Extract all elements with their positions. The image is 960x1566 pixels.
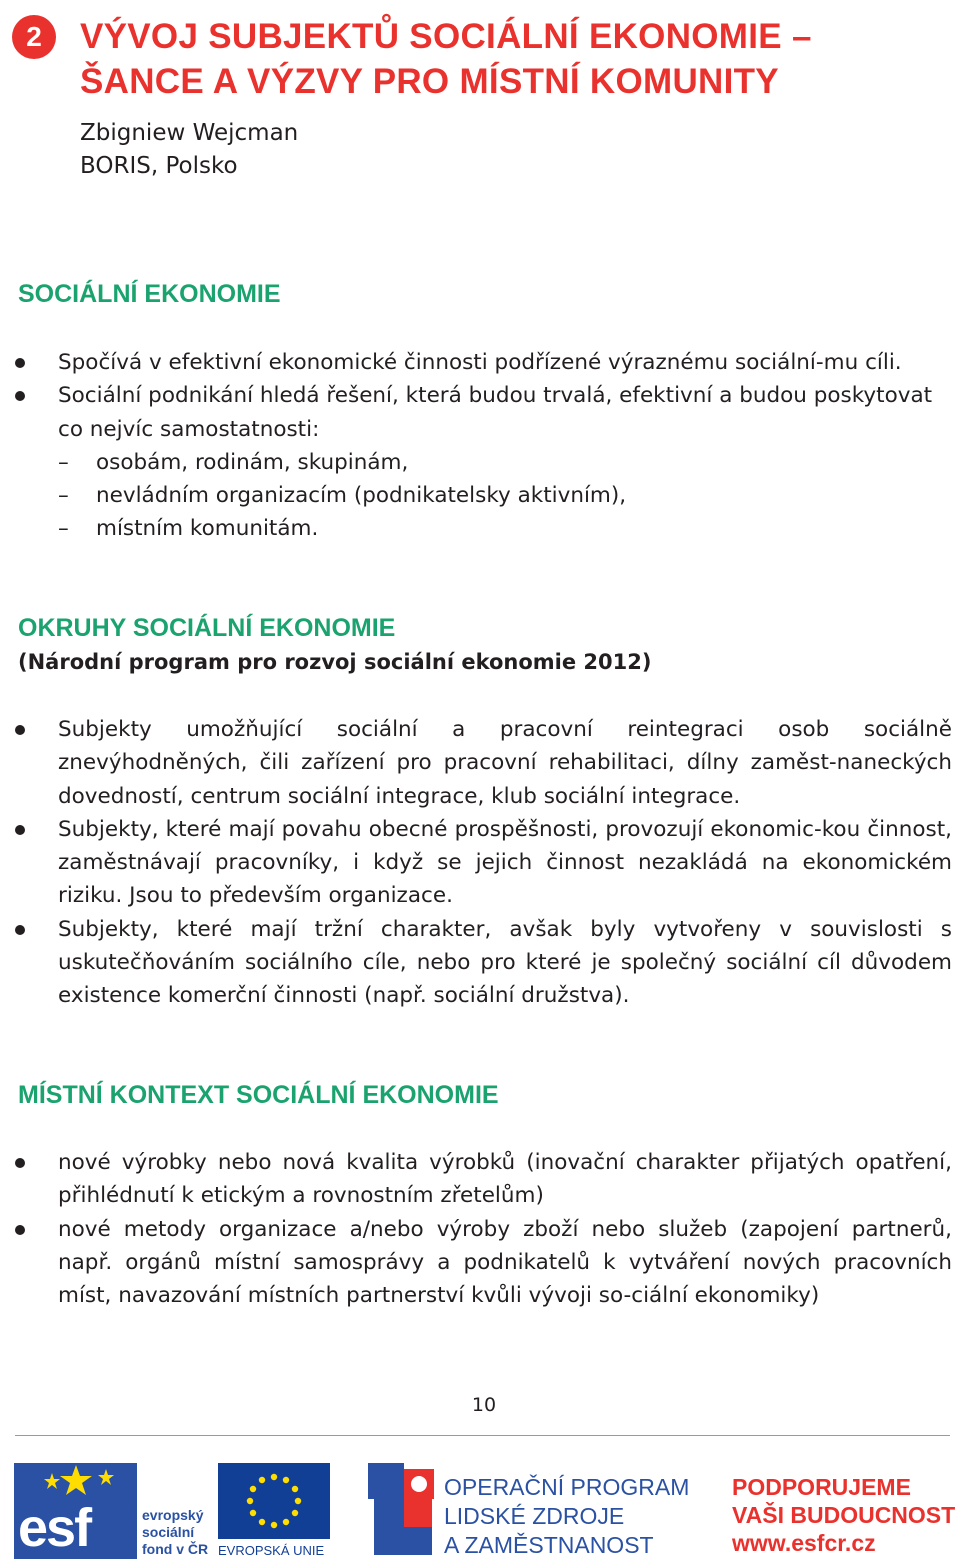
esf-logo-block xyxy=(14,1463,137,1559)
list-item: Sociální podnikání hledá řešení, která budou trvalá, efektivní a budou poskytovat co nejvíc samostatnosti: xyxy=(0,379,952,446)
section-3-list xyxy=(0,1146,952,1312)
op-caption-line: A ZAMĚSTNANOST xyxy=(444,1532,654,1558)
esf-caption-line: sociální xyxy=(142,1524,195,1540)
chapter-title xyxy=(80,14,940,104)
star-icon xyxy=(14,1463,137,1503)
op-caption-line: LIDSKÉ ZDROJE xyxy=(444,1503,625,1529)
footer-divider xyxy=(15,1435,950,1436)
list-item: Subjekty umožňující sociální a pracovní reintegraci osob sociálně znevýhodněných, čili zařízení pro pracovní rehabilitaci, dílny zaměst-naneckých dovedností, centrum sociální integrace, klub sociální integrace. xyxy=(0,713,952,813)
section-heading-social-economy: SOCIÁLNÍ EKONOMIE xyxy=(18,280,281,308)
list-item: nové metody organizace a/nebo výroby zboží nebo služeb (zapojení partnerů, např. orgánů místní samosprávy a podnikatelů k vytváření nových pracovních míst, navazování místních partnerství kvůli vývoji so-ciální ekonomiky) xyxy=(0,1213,952,1313)
list-item: Spočívá v efektivní ekonomické činnosti podřízené výraznému sociální-mu cíli. xyxy=(0,346,952,379)
list-item: Subjekty, které mají tržní charakter, avšak byly vytvořeny v souvislosti s uskutečňováním sociálního cíle, nebo pro které je společný sociální cíl důvodem existence komerční činnosti (např. sociální družstva). xyxy=(0,913,952,1013)
website-link[interactable]: www.esfcr.cz xyxy=(732,1530,876,1556)
author-affiliation: BORIS, Polsko xyxy=(80,153,238,179)
esf-caption-line: evropský xyxy=(142,1507,204,1523)
op-logo xyxy=(368,1463,708,1559)
op-caption-line: OPERAČNÍ PROGRAM xyxy=(444,1474,690,1500)
list-item: nové výrobky nebo nová kvalita výrobků (inovační charakter přijatých opatření, přihlédnutí k etickým a rovnostním zřetelům) xyxy=(0,1146,952,1213)
dash-item: – nevládním organizacím (podnikatelsky aktivním), xyxy=(0,479,952,512)
esf-wordmark: esf xyxy=(18,1498,91,1558)
slogan-line: PODPORUJEME xyxy=(732,1474,911,1500)
esf-caption xyxy=(142,1507,208,1558)
chapter-title-line-1: VÝVOJ SUBJEKTŮ SOCIÁLNÍ EKONOMIE – xyxy=(80,17,812,56)
dash-item: – osobám, rodinám, skupinám, xyxy=(0,446,952,479)
author-block xyxy=(80,117,298,183)
esf-caption-line: fond v ČR xyxy=(142,1541,209,1557)
eu-logo xyxy=(218,1463,330,1559)
slogan-line: VAŠI BUDOUCNOST xyxy=(732,1502,956,1528)
section-heading-local-context: MÍSTNÍ KONTEXT SOCIÁLNÍ EKONOMIE xyxy=(18,1081,499,1109)
eu-stars-icon xyxy=(218,1463,330,1539)
dash-item: – místním komunitám. xyxy=(0,512,952,545)
list-item: Subjekty, které mají povahu obecné prospěšnosti, provozují ekonomic-kou činnost, zaměstnávají pracovníky, i když se jejich činnost nezakládá na ekonomickém riziku. Jsou to především organizace. xyxy=(0,813,952,913)
op-caption xyxy=(444,1473,689,1560)
chapter-title-line-2: ŠANCE A VÝZVY PRO MÍSTNÍ KOMUNITY xyxy=(80,62,779,101)
page-number: 10 xyxy=(471,1394,497,1416)
section-1-list xyxy=(0,346,952,546)
puzzle-figure-icon xyxy=(368,1463,438,1559)
section-subheading-program: (Národní program pro rozvoj sociální ekonomie 2012) xyxy=(18,650,652,674)
chapter-number-badge: 2 xyxy=(12,15,56,59)
section-heading-areas: OKRUHY SOCIÁLNÍ EKONOMIE xyxy=(18,614,396,642)
slogan xyxy=(732,1473,955,1557)
section-2-list xyxy=(0,713,952,1013)
eu-flag-icon xyxy=(218,1463,330,1539)
esf-logo xyxy=(14,1463,209,1559)
eu-caption: EVROPSKÁ UNIE xyxy=(218,1543,325,1558)
author-name: Zbigniew Wejcman xyxy=(80,120,299,146)
